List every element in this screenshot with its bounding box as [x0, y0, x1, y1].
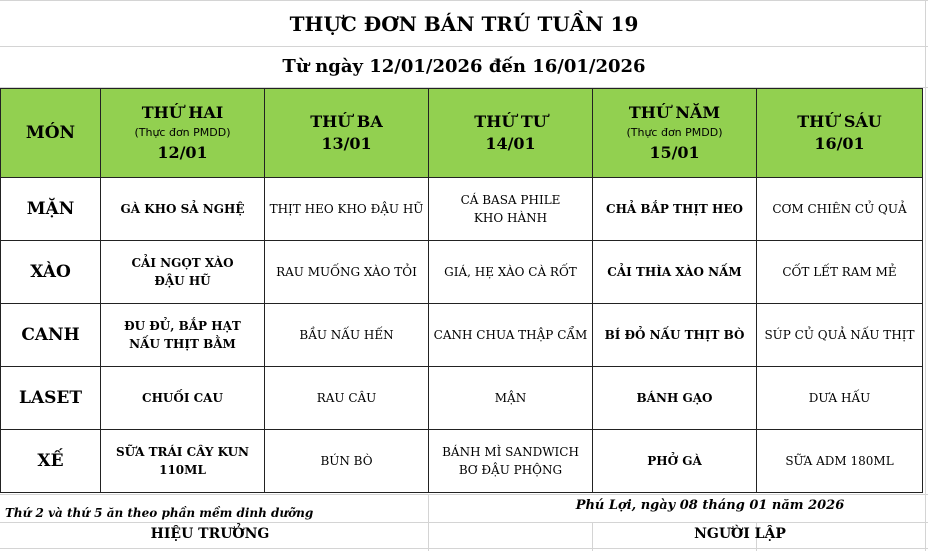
menu-cell: CẢI NGỌT XÀO ĐẬU HŨ [101, 241, 265, 304]
day-header [757, 89, 923, 178]
page-title: THỰC ĐƠN BÁN TRÚ TUẦN 19 [289, 12, 639, 36]
menu-cell: GÀ KHO SẢ NGHỆ [101, 178, 265, 241]
day-name: THỨ TƯ [474, 112, 547, 131]
menu-cell: GIÁ, HẸ XÀO CÀ RỐT [429, 241, 593, 304]
table-row [1, 178, 923, 241]
dish-label: CANH [1, 304, 101, 367]
place-date: Phú Lợi, ngày 08 tháng 01 năm 2026 [575, 498, 845, 513]
day-header [593, 89, 757, 178]
day-name: THỨ NĂM [628, 103, 721, 122]
day-name: THỨ SÁU [797, 112, 882, 131]
menu-cell: BÚN BÒ [265, 430, 429, 493]
gridline [0, 494, 928, 495]
day-header [429, 89, 593, 178]
day-name: THỨ BA [310, 112, 383, 131]
day-date: 16/01 [814, 134, 865, 153]
gridline [592, 522, 593, 551]
day-date: 15/01 [649, 143, 700, 162]
dish-label: XẾ [1, 430, 101, 493]
menu-cell: CANH CHUA THẬP CẨM [429, 304, 593, 367]
gridline [0, 0, 928, 1]
menu-cell: MẬN [429, 367, 593, 430]
menu-cell: PHỞ GÀ [593, 430, 757, 493]
day-note: (Thực đơn PMDD) [626, 126, 723, 139]
gridline [0, 522, 928, 523]
menu-cell: BÁNH GẠO [593, 367, 757, 430]
day-date: 13/01 [321, 134, 372, 153]
day-header [101, 89, 265, 178]
day-date: 12/01 [157, 143, 208, 162]
menu-cell: SÚP CỦ QUẢ NẤU THỊT [757, 304, 923, 367]
menu-cell: SỮA TRÁI CÂY KUN 110ML [101, 430, 265, 493]
menu-cell: DƯA HẤU [757, 367, 923, 430]
day-name: THỨ HAI [141, 103, 224, 122]
menu-cell: CƠM CHIÊN CỦ QUẢ [757, 178, 923, 241]
signature-preparer: NGƯỜI LẬP [694, 526, 786, 542]
menu-cell: RAU CÂU [265, 367, 429, 430]
dish-label: MẶN [1, 178, 101, 241]
menu-cell: RAU MUỐNG XÀO TỎI [265, 241, 429, 304]
menu-cell: BÍ ĐỎ NẤU THỊT BÒ [593, 304, 757, 367]
day-date: 14/01 [485, 134, 536, 153]
menu-cell: CỐT LẾT RAM MẺ [757, 241, 923, 304]
dish-label: XÀO [1, 241, 101, 304]
dish-label: LASET [1, 367, 101, 430]
day-header [265, 89, 429, 178]
table-row [1, 241, 923, 304]
menu-cell: CHẢ BẮP THỊT HEO [593, 178, 757, 241]
menu-cell: BẦU NẤU HẾN [265, 304, 429, 367]
page-subtitle: Từ ngày 12/01/2026 đến 16/01/2026 [282, 56, 646, 77]
corner-label: MÓN [1, 89, 101, 178]
table-row [1, 304, 923, 367]
menu-table [0, 88, 923, 493]
signature-principal: HIỆU TRƯỞNG [150, 526, 270, 542]
header-row [1, 89, 923, 178]
table-row [1, 367, 923, 430]
menu-cell: CẢI THÌA XÀO NẤM [593, 241, 757, 304]
footnote: Thứ 2 và thứ 5 ăn theo phần mềm dinh dưỡng [5, 506, 314, 520]
day-note: (Thực đơn PMDD) [134, 126, 231, 139]
table-row [1, 430, 923, 493]
menu-cell: CÁ BASA PHILE KHO HÀNH [429, 178, 593, 241]
menu-cell: ĐU ĐỦ, BẮP HẠT NẤU THỊT BẰM [101, 304, 265, 367]
gridline [0, 46, 928, 47]
menu-cell: SỮA ADM 180ML [757, 430, 923, 493]
menu-cell: THỊT HEO KHO ĐẬU HŨ [265, 178, 429, 241]
menu-cell: CHUỐI CAU [101, 367, 265, 430]
menu-cell: BÁNH MÌ SANDWICH BƠ ĐẬU PHỘNG [429, 430, 593, 493]
gridline [0, 548, 928, 549]
gridline [428, 494, 429, 551]
